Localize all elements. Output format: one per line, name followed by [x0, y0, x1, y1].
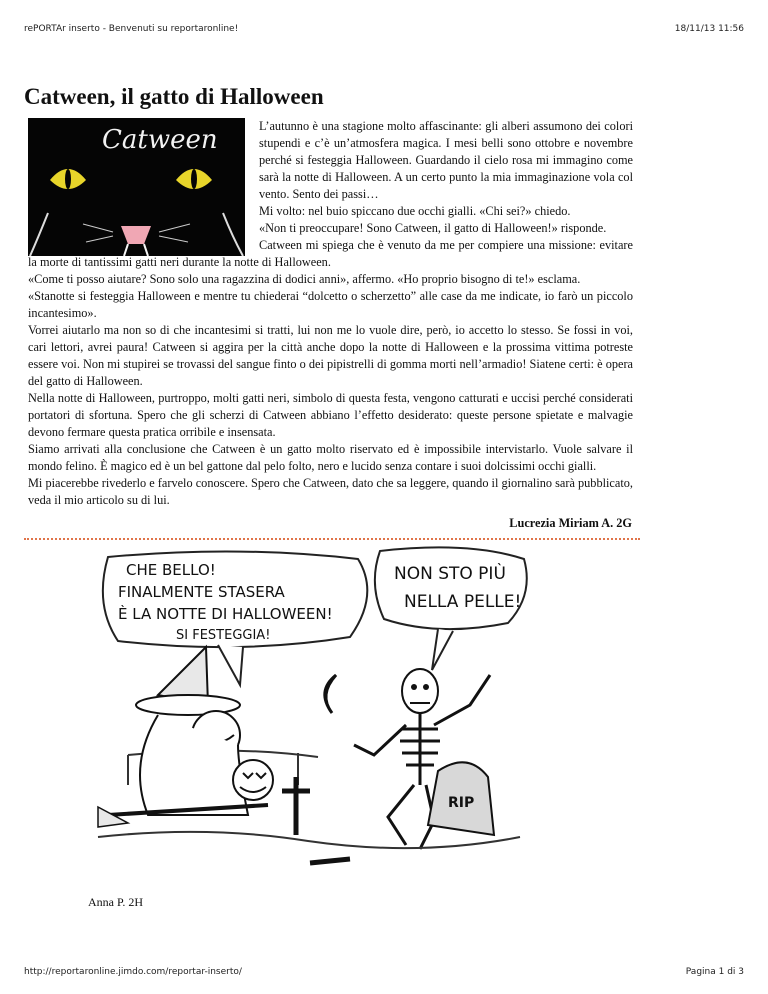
article-author: Lucrezia Miriam A. 2G: [509, 516, 632, 530]
article-title: Catween, il gatto di Halloween: [24, 84, 324, 109]
print-url: http://reportaronline.jimdo.com/reportar-inserto/: [24, 967, 242, 977]
speech-left-line-4: SI FESTEGGIA!: [176, 628, 271, 643]
section-divider: [24, 538, 640, 540]
article-paragraph: «Come ti posso aiutare? Sono solo una ragazzina di dodici anni», affermo. «Ho proprio bisogno di te!» esclama.: [28, 272, 581, 286]
speech-left-line-2: FINALMENTE STASERA: [118, 583, 285, 601]
rip-gravestone: [428, 762, 494, 835]
halloween-cartoon: [88, 545, 530, 877]
article-paragraph: «Stanotte si festeggia Halloween e mentre tu chiederai “dolcetto o scherzetto” alle case da me indicate, io farò un piccolo incantesimo».: [28, 289, 633, 320]
article-paragraph: Mi volto: nel buio spiccano due occhi gialli. «Chi sei?» chiedo.: [259, 204, 571, 218]
article-paragraph: Catween mi spiega che è venuto da me per compiere una missione: evitare la morte di tantissimi gatti neri durante la notte di Halloween.: [28, 238, 633, 269]
catween-logo-text: Catween: [102, 125, 218, 155]
speech-right-line-1: NON STO PIÙ: [394, 564, 506, 584]
cartoon-drawing: [88, 545, 530, 877]
article-paragraph: «Non ti preoccupare! Sono Catween, il gatto di Halloween!» risponde.: [259, 221, 607, 235]
rip-text: RIP: [448, 795, 475, 811]
print-header: [24, 24, 744, 38]
article-body: [28, 118, 633, 509]
article-paragraph: Vorrei aiutarlo ma non so di che incantesimi si tratti, lui non me lo vuole dire, però, io accetto lo stesso. Se fossi in voi, cari lettori, avrei paura! Catween si aggira per la città anche dopo la notte di Halloween e la prossima vittima potreste essere voi. Non mi stupirei se trovassi del sangue finto o dei pipistrelli di gomma morti nell’armadio! Siatene certi: è opera del gatto di Halloween.: [28, 323, 633, 388]
cartoon-caption: Anna P. 2H: [88, 895, 144, 909]
print-footer: [24, 967, 744, 981]
article-paragraph: Nella notte di Halloween, purtroppo, molti gatti neri, simbolo di questa festa, vengono catturati e uccisi perché considerati portatori di sfortuna. Spero che gli scherzi di Catween abbiano l’effetto desiderato: queste persone spietate e malvagie devono fermare questa pratica orribile e insensata.: [28, 391, 633, 439]
image-wrap-spacer: [28, 118, 259, 253]
print-page-title: rePORTAr inserto - Benvenuti su reportaronline!: [24, 24, 239, 34]
print-datetime: 18/11/13 11:56: [674, 24, 744, 34]
speech-left-line-1: CHE BELLO!: [126, 561, 216, 579]
speech-left-line-3: È LA NOTTE DI HALLOWEEN!: [118, 605, 333, 623]
speech-right-line-2: NELLA PELLE!: [404, 592, 522, 612]
article-paragraph: L’autunno è una stagione molto affascinante: gli alberi assumono dei colori stupendi e c’è un’atmosfera magica. I mesi belli sono ottobre e novembre perché si festeggia Halloween. Guardando il cielo rosa mi immagino come sarà la notte di Halloween. A un certo punto la mia immaginazione vola col vento. Sento dei passi…: [259, 119, 633, 201]
article-paragraph: Mi piacerebbe rivederlo e farvelo conoscere. Spero che Catween, dato che sa leggere, quando il giornalino sarà pubblicato, veda il mio articolo su di lui.: [28, 476, 633, 507]
print-page-number: Pagina 1 di 3: [685, 967, 744, 977]
pumpkin: [233, 760, 273, 800]
article-paragraph: Siamo arrivati alla conclusione che Catween è un gatto molto riservato ed è impossibile intervistarlo. Vuole salvare il mondo felino. È magico ed è un bel gattone dal pelo folto, nero e lucido senza contare i suoi dolcissimi occhi gialli.: [28, 442, 633, 473]
